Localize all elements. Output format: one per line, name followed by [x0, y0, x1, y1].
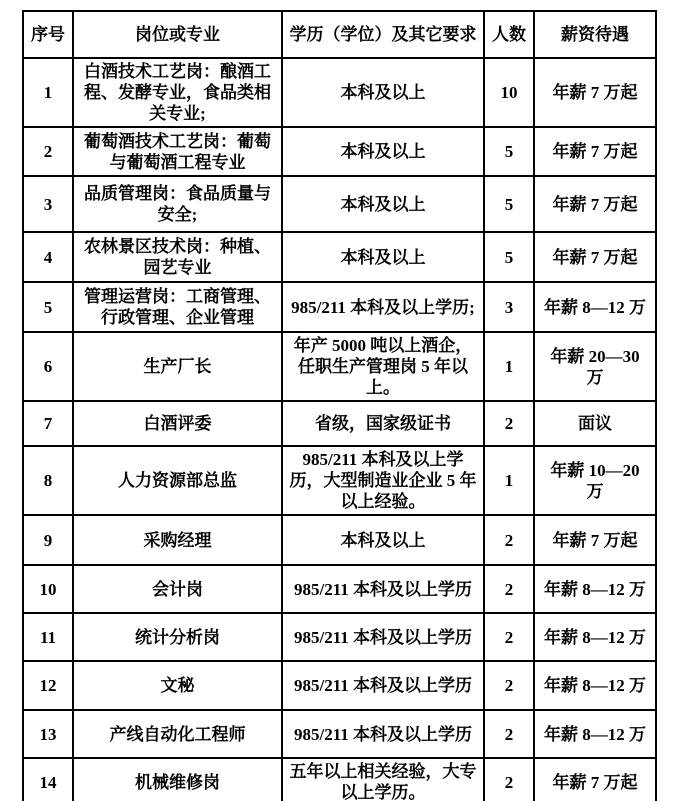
cell-requirement: 985/211 本科及以上学历	[282, 710, 484, 758]
table-row	[23, 710, 656, 758]
cell-salary: 年薪 10—20 万	[534, 446, 656, 515]
cell-position: 管理运营岗：工商管理、行政管理、企业管理	[73, 282, 282, 332]
cell-requirement: 本科及以上	[282, 176, 484, 232]
table-row	[23, 282, 656, 332]
table-row	[23, 661, 656, 710]
cell-count: 2	[484, 613, 534, 661]
cell-no: 4	[23, 232, 73, 282]
cell-count: 1	[484, 332, 534, 401]
cell-no: 10	[23, 565, 73, 613]
cell-no: 14	[23, 758, 73, 801]
cell-requirement: 985/211 本科及以上学历，大型制造业企业 5 年以上经验。	[282, 446, 484, 515]
cell-salary: 年薪 7 万起	[534, 232, 656, 282]
cell-salary: 年薪 8—12 万	[534, 282, 656, 332]
cell-salary: 年薪 7 万起	[534, 127, 656, 176]
header-row	[23, 11, 656, 58]
cell-requirement: 985/211 本科及以上学历;	[282, 282, 484, 332]
cell-no: 12	[23, 661, 73, 710]
table-row	[23, 232, 656, 282]
cell-salary: 年薪 20—30 万	[534, 332, 656, 401]
cell-count: 2	[484, 710, 534, 758]
table-row	[23, 515, 656, 565]
column-header-position: 岗位或专业	[73, 11, 282, 58]
cell-requirement: 本科及以上	[282, 232, 484, 282]
table-row	[23, 176, 656, 232]
cell-no: 5	[23, 282, 73, 332]
cell-no: 8	[23, 446, 73, 515]
cell-count: 2	[484, 401, 534, 446]
cell-count: 2	[484, 565, 534, 613]
cell-count: 5	[484, 127, 534, 176]
cell-salary: 年薪 7 万起	[534, 58, 656, 127]
cell-position: 统计分析岗	[73, 613, 282, 661]
cell-no: 2	[23, 127, 73, 176]
cell-no: 9	[23, 515, 73, 565]
cell-requirement: 985/211 本科及以上学历	[282, 565, 484, 613]
cell-requirement: 年产 5000 吨以上酒企，任职生产管理岗 5 年以上。	[282, 332, 484, 401]
cell-no: 13	[23, 710, 73, 758]
cell-count: 1	[484, 446, 534, 515]
cell-requirement: 985/211 本科及以上学历	[282, 613, 484, 661]
cell-count: 2	[484, 661, 534, 710]
cell-position: 白酒评委	[73, 401, 282, 446]
table-row	[23, 332, 656, 401]
recruitment-table	[22, 10, 657, 801]
cell-position: 生产厂长	[73, 332, 282, 401]
cell-no: 1	[23, 58, 73, 127]
table-row	[23, 758, 656, 801]
cell-position: 产线自动化工程师	[73, 710, 282, 758]
cell-count: 2	[484, 758, 534, 801]
cell-requirement: 本科及以上	[282, 58, 484, 127]
column-header-count: 人数	[484, 11, 534, 58]
column-header-salary: 薪资待遇	[534, 11, 656, 58]
table-row	[23, 613, 656, 661]
cell-position: 品质管理岗：食品质量与安全;	[73, 176, 282, 232]
cell-requirement: 985/211 本科及以上学历	[282, 661, 484, 710]
cell-salary: 面议	[534, 401, 656, 446]
cell-no: 11	[23, 613, 73, 661]
cell-requirement: 五年以上相关经验，大专以上学历。	[282, 758, 484, 801]
cell-salary: 年薪 8—12 万	[534, 613, 656, 661]
cell-position: 采购经理	[73, 515, 282, 565]
cell-salary: 年薪 7 万起	[534, 176, 656, 232]
cell-no: 7	[23, 401, 73, 446]
cell-count: 5	[484, 176, 534, 232]
column-header-no: 序号	[23, 11, 73, 58]
cell-salary: 年薪 8—12 万	[534, 710, 656, 758]
cell-position: 会计岗	[73, 565, 282, 613]
cell-salary: 年薪 8—12 万	[534, 565, 656, 613]
cell-salary: 年薪 8—12 万	[534, 661, 656, 710]
cell-no: 6	[23, 332, 73, 401]
cell-count: 10	[484, 58, 534, 127]
cell-count: 2	[484, 515, 534, 565]
cell-position: 文秘	[73, 661, 282, 710]
cell-no: 3	[23, 176, 73, 232]
cell-position: 机械维修岗	[73, 758, 282, 801]
table-row	[23, 58, 656, 127]
cell-salary: 年薪 7 万起	[534, 758, 656, 801]
cell-position: 白酒技术工艺岗：酿酒工程、发酵专业，食品类相关专业;	[73, 58, 282, 127]
cell-salary: 年薪 7 万起	[534, 515, 656, 565]
cell-requirement: 本科及以上	[282, 515, 484, 565]
table-row	[23, 127, 656, 176]
cell-position: 农林景区技术岗：种植、园艺专业	[73, 232, 282, 282]
table-row	[23, 565, 656, 613]
cell-position: 葡萄酒技术工艺岗：葡萄与葡萄酒工程专业	[73, 127, 282, 176]
table-row	[23, 446, 656, 515]
cell-count: 5	[484, 232, 534, 282]
cell-count: 3	[484, 282, 534, 332]
cell-requirement: 本科及以上	[282, 127, 484, 176]
cell-position: 人力资源部总监	[73, 446, 282, 515]
cell-requirement: 省级，国家级证书	[282, 401, 484, 446]
column-header-requirement: 学历（学位）及其它要求	[282, 11, 484, 58]
table-row	[23, 401, 656, 446]
